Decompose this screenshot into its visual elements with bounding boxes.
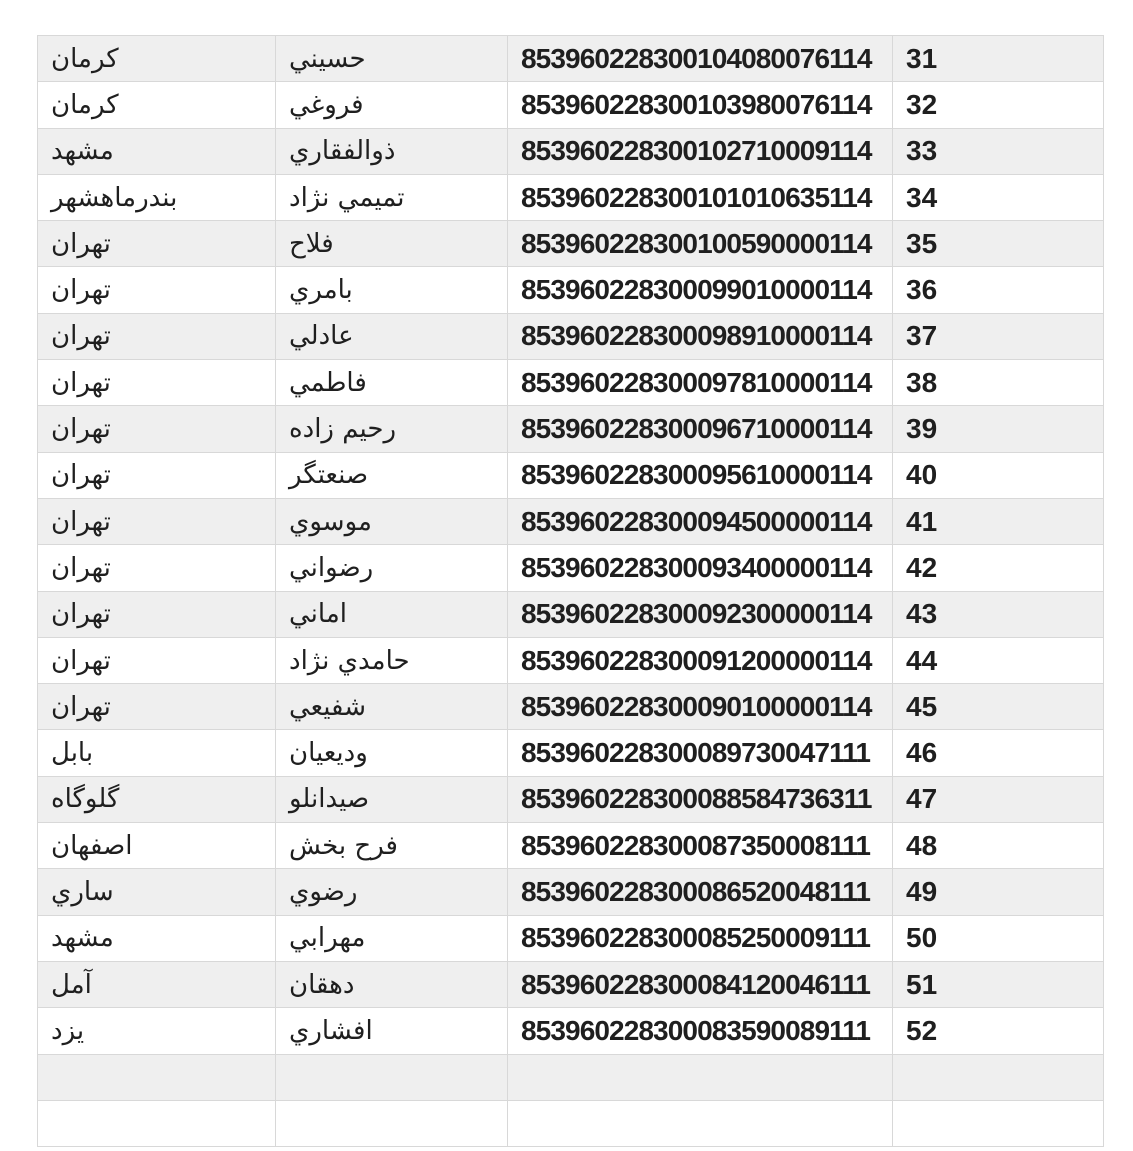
row-number-cell: 47 <box>893 776 1104 822</box>
city-cell: تهران <box>38 498 276 544</box>
table-row <box>38 637 1104 683</box>
last-name-cell: رحيم زاده <box>276 406 508 452</box>
last-name-cell: فلاح <box>276 221 508 267</box>
code-cell: 853960228300101010635114 <box>508 174 893 220</box>
last-name-cell: افشاري <box>276 1008 508 1054</box>
last-name-cell: صنعتگر <box>276 452 508 498</box>
last-name-cell: حامدي نژاد <box>276 637 508 683</box>
city-cell: تهران <box>38 221 276 267</box>
last-name-cell: رضوي <box>276 869 508 915</box>
code-cell: 853960228300095610000114 <box>508 452 893 498</box>
row-number-cell: 32 <box>893 82 1104 128</box>
code-cell: 853960228300087350008111 <box>508 823 893 869</box>
last-name-cell: دهقان <box>276 961 508 1007</box>
table-row <box>38 267 1104 313</box>
table-row <box>38 174 1104 220</box>
row-number-cell: 33 <box>893 128 1104 174</box>
last-name-cell: مهرابي <box>276 915 508 961</box>
last-name-cell: وديعيان <box>276 730 508 776</box>
table-row <box>38 915 1104 961</box>
row-number-cell: 39 <box>893 406 1104 452</box>
city-cell <box>38 1054 276 1100</box>
row-number-cell: 45 <box>893 684 1104 730</box>
code-cell: 853960228300085250009111 <box>508 915 893 961</box>
row-number-cell: 41 <box>893 498 1104 544</box>
table-row <box>38 82 1104 128</box>
last-name-cell: عادلي <box>276 313 508 359</box>
code-cell: 853960228300094500000114 <box>508 498 893 544</box>
row-number-cell: 31 <box>893 36 1104 82</box>
city-cell: آمل <box>38 961 276 1007</box>
city-cell: تهران <box>38 267 276 313</box>
city-cell: بندرماهشهر <box>38 174 276 220</box>
table-row <box>38 591 1104 637</box>
city-cell <box>38 1100 276 1146</box>
city-cell: ساري <box>38 869 276 915</box>
code-cell: 853960228300103980076114 <box>508 82 893 128</box>
last-name-cell <box>276 1100 508 1146</box>
city-cell: مشهد <box>38 128 276 174</box>
row-number-cell <box>893 1100 1104 1146</box>
code-cell: 853960228300099010000114 <box>508 267 893 313</box>
last-name-cell: فاطمي <box>276 360 508 406</box>
city-cell: اصفهان <box>38 823 276 869</box>
last-name-cell: تميمي نژاد <box>276 174 508 220</box>
last-name-cell <box>276 1054 508 1100</box>
table-row <box>38 684 1104 730</box>
code-cell: 853960228300089730047111 <box>508 730 893 776</box>
records-table <box>37 35 1104 1147</box>
row-number-cell: 42 <box>893 545 1104 591</box>
last-name-cell: رضواني <box>276 545 508 591</box>
table-row-empty <box>38 1054 1104 1100</box>
table-row <box>38 823 1104 869</box>
table-row <box>38 221 1104 267</box>
city-cell: تهران <box>38 545 276 591</box>
last-name-cell: بامري <box>276 267 508 313</box>
city-cell: کرمان <box>38 36 276 82</box>
last-name-cell: حسيني <box>276 36 508 82</box>
row-number-cell: 52 <box>893 1008 1104 1054</box>
table-row <box>38 36 1104 82</box>
code-cell: 853960228300090100000114 <box>508 684 893 730</box>
table-body <box>38 36 1104 1147</box>
last-name-cell: فرح بخش <box>276 823 508 869</box>
row-number-cell: 50 <box>893 915 1104 961</box>
code-cell: 853960228300091200000114 <box>508 637 893 683</box>
last-name-cell: شفيعي <box>276 684 508 730</box>
last-name-cell: فروغي <box>276 82 508 128</box>
city-cell: تهران <box>38 591 276 637</box>
table-row <box>38 961 1104 1007</box>
row-number-cell: 38 <box>893 360 1104 406</box>
last-name-cell: ذوالفقاري <box>276 128 508 174</box>
code-cell: 853960228300093400000114 <box>508 545 893 591</box>
city-cell: تهران <box>38 360 276 406</box>
city-cell: تهران <box>38 406 276 452</box>
city-cell: مشهد <box>38 915 276 961</box>
row-number-cell <box>893 1054 1104 1100</box>
table-row <box>38 776 1104 822</box>
table-row <box>38 730 1104 776</box>
row-number-cell: 48 <box>893 823 1104 869</box>
city-cell: گلوگاه <box>38 776 276 822</box>
row-number-cell: 37 <box>893 313 1104 359</box>
city-cell: يزد <box>38 1008 276 1054</box>
code-cell: 853960228300084120046111 <box>508 961 893 1007</box>
code-cell: 853960228300086520048111 <box>508 869 893 915</box>
row-number-cell: 36 <box>893 267 1104 313</box>
table-row <box>38 869 1104 915</box>
code-cell: 853960228300083590089111 <box>508 1008 893 1054</box>
last-name-cell: صيدانلو <box>276 776 508 822</box>
code-cell: 853960228300096710000114 <box>508 406 893 452</box>
city-cell: تهران <box>38 313 276 359</box>
row-number-cell: 35 <box>893 221 1104 267</box>
last-name-cell: موسوي <box>276 498 508 544</box>
table-row-empty <box>38 1100 1104 1146</box>
city-cell: تهران <box>38 452 276 498</box>
row-number-cell: 46 <box>893 730 1104 776</box>
code-cell: 853960228300104080076114 <box>508 36 893 82</box>
row-number-cell: 49 <box>893 869 1104 915</box>
city-cell: تهران <box>38 684 276 730</box>
code-cell: 853960228300102710009114 <box>508 128 893 174</box>
table-row <box>38 1008 1104 1054</box>
table-row <box>38 313 1104 359</box>
table-row <box>38 128 1104 174</box>
code-cell: 853960228300100590000114 <box>508 221 893 267</box>
table-row <box>38 545 1104 591</box>
row-number-cell: 51 <box>893 961 1104 1007</box>
city-cell: تهران <box>38 637 276 683</box>
code-cell: 853960228300092300000114 <box>508 591 893 637</box>
row-number-cell: 34 <box>893 174 1104 220</box>
code-cell: 853960228300088584736311 <box>508 776 893 822</box>
code-cell <box>508 1100 893 1146</box>
table-row <box>38 452 1104 498</box>
city-cell: بابل <box>38 730 276 776</box>
table-row <box>38 406 1104 452</box>
code-cell <box>508 1054 893 1100</box>
city-cell: کرمان <box>38 82 276 128</box>
code-cell: 853960228300098910000114 <box>508 313 893 359</box>
table-row <box>38 498 1104 544</box>
table-row <box>38 360 1104 406</box>
last-name-cell: اماني <box>276 591 508 637</box>
row-number-cell: 44 <box>893 637 1104 683</box>
code-cell: 853960228300097810000114 <box>508 360 893 406</box>
row-number-cell: 40 <box>893 452 1104 498</box>
records-table-wrap <box>37 35 1103 1147</box>
row-number-cell: 43 <box>893 591 1104 637</box>
